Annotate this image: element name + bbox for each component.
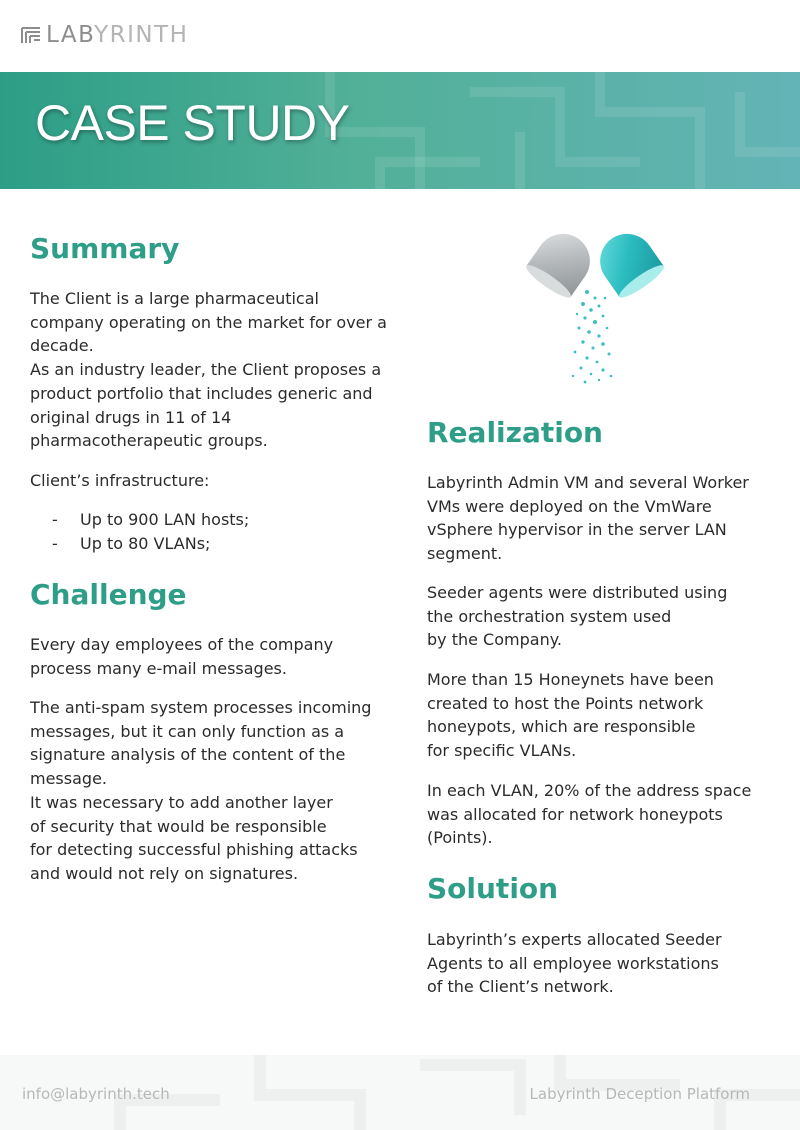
solution-text: Labyrinth’s experts allocated Seeder Agents to all employee workstations of the Client’s network. (427, 930, 722, 997)
realization-text-4: In each VLAN, 20% of the address space was allocated for network honeypots (Points). (427, 781, 752, 848)
challenge-heading: Challenge (30, 578, 187, 611)
capsule-pill-icon (525, 230, 665, 390)
summary-text: The Client is a large pharmaceutical company operating on the market for over a decade. As an industry leader, the Client proposes a product portfolio that includes generic and original drugs in 11 of 14 pharmacotherapeutic groups. (30, 289, 387, 451)
list-item: - Up to 80 VLANs; (52, 534, 211, 553)
infrastructure-label: Client’s infrastructure: (30, 471, 210, 490)
summary-heading: Summary (30, 232, 180, 265)
footer-platform: Labyrinth Deception Platform (529, 1085, 750, 1103)
banner-title: CASE STUDY (35, 95, 350, 151)
page-footer (0, 1055, 800, 1130)
case-study-banner (0, 72, 800, 189)
labyrinth-mark-icon (20, 24, 42, 46)
brand-name: LABYRINTH (46, 22, 189, 48)
realization-text-2: Seeder agents were distributed using the orchestration system used by the Company. (427, 583, 728, 650)
footer-email: info@labyrinth.tech (22, 1085, 170, 1103)
solution-heading: Solution (427, 872, 559, 905)
brand-logo (20, 22, 188, 48)
challenge-text-2: The anti-spam system processes incoming messages, but it can only function as a signature analysis of the content of the message. It was necessary to add another layer of security that would be responsible for detecting successful phishing attacks and would not rely on signatures. (30, 698, 372, 883)
realization-text-1: Labyrinth Admin VM and several Worker VMs were deployed on the VmWare vSphere hypervisor in the server LAN segment. (427, 473, 749, 564)
infrastructure-list (52, 508, 249, 556)
realization-text-3: More than 15 Honeynets have been created to host the Points network honeypots, which are responsible for specific VLANs. (427, 670, 714, 761)
realization-heading: Realization (427, 416, 603, 449)
challenge-text-1: Every day employees of the company process many e-mail messages. (30, 635, 334, 678)
list-item: - Up to 900 LAN hosts; (52, 510, 250, 529)
